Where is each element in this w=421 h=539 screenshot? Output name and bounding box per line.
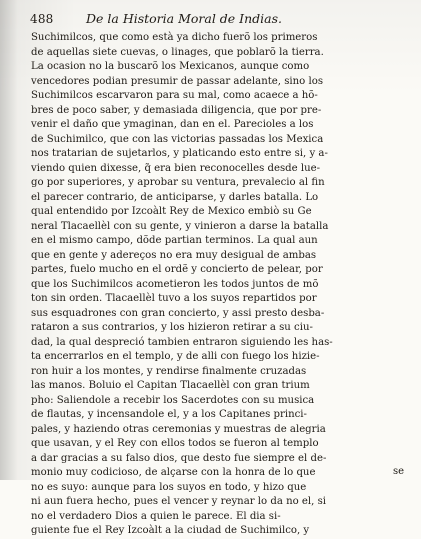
text-line: ron huir a los montes, y rendirse finalmente cruzadas — [31, 365, 307, 377]
text-line: sus esquadrones con gran concierto, y assi presto desba- — [31, 307, 325, 319]
text-line: pales, y haziendo otras ceremonias y muestras de alegria — [31, 423, 326, 435]
binding-shadow — [0, 0, 18, 480]
text-line: qual entendido por Izcoàlt Rey de Mexico embiò su Ge — [31, 206, 312, 217]
text-line: La ocasion no la buscarõ los Mexicanos, aunque como — [31, 61, 310, 72]
text-line: vencedores podian presumir de passar adelante, sino los — [31, 75, 324, 87]
text-line: de Suchimilco, que con las victorias passadas los Mexica — [31, 133, 324, 145]
text-line: de aquellas siete cuevas, o linages, que poblarõ la tierra. — [31, 46, 324, 58]
text-line: ni aun fuera hecho, pues el vencer y reynar lo da no el, si — [31, 496, 327, 507]
text-line: el parecer contrario, de anticiparse, y darles batalla. Lo — [31, 191, 319, 203]
text-line: viendo quien dixesse, q̃ era bien reconocelles desde lue- — [31, 162, 321, 174]
page-number: 488 — [30, 12, 54, 26]
text-line: nos tratarian de sujetarlos, y platicando esto entre si, y a- — [31, 148, 328, 159]
text-line: go por superiores, y aprobar su ventura, prevalecio al fin — [31, 177, 325, 188]
running-title: De la Historia Moral de Indias. — [86, 11, 283, 26]
text-line: monio muy codicioso, de alçarse con la honra de lo que — [31, 467, 316, 478]
text-line: que usavan, y el Rey con ellos todos se fueron al templo — [31, 438, 319, 449]
text-line: no es suyo: aunque para los suyos en todo, y hizo que — [31, 481, 307, 493]
text-line: de flautas, y incensandole el, y a los Capitanes princi- — [31, 409, 307, 420]
text-line: a dar gracias a su falso dios, que desto fue siempre el de- — [31, 452, 327, 464]
text-line: partes, fuelo mucho en el ordẽ y concierto de pelear, por — [31, 264, 323, 275]
catchword: se — [392, 466, 404, 477]
text-line: dad, la qual despreció tambien entraron siguiendo les has- — [31, 336, 333, 348]
text-line: en el mismo campo, dõde partian terminos. La qual aun — [31, 235, 318, 246]
page-header — [30, 12, 401, 28]
text-line: que en gente y adereços no era muy desigual de ambas — [31, 249, 317, 261]
text-line: pho: Saliendole a recebir los Sacerdotes con su musica — [31, 394, 315, 406]
text-line: Suchimilcos, que como està ya dicho fuerõ los primeros — [31, 32, 318, 43]
text-line: neral Tlacaellèl con su gente, y vinieron a darse la batalla — [31, 220, 329, 232]
text-line: las manos. Boluio el Capitan Tlacaellèl con gran trium — [31, 380, 310, 391]
text-line: Suchimilcos escarvaron para su mal, como acaece a hõ- — [31, 90, 318, 101]
text-line: no el verdadero Dios a quien le parece. El dia si- — [31, 510, 281, 522]
body-text — [31, 31, 407, 539]
text-line: bres de poco saber, y demasiada diligencia, que por pre- — [31, 104, 322, 116]
text-line: guiente fue el Rey Izcoàlt a la ciudad de Suchimilco, y — [31, 525, 310, 536]
text-line: ton sin orden. Tlacaellèl tuvo a los suyos repartidos por — [31, 293, 317, 304]
text-line: que los Suchimilcos acometieron les todos juntos de mõ — [31, 278, 319, 290]
text-line: ta encerrarlos en el templo, y de alli con fuego los hizie- — [31, 351, 320, 362]
text-line: rataron a sus contrarios, y los hizieron retirar a su ciu- — [31, 322, 313, 333]
text-line: venir el daño que ymaginan, dan en el. Parecioles a los — [31, 119, 314, 130]
